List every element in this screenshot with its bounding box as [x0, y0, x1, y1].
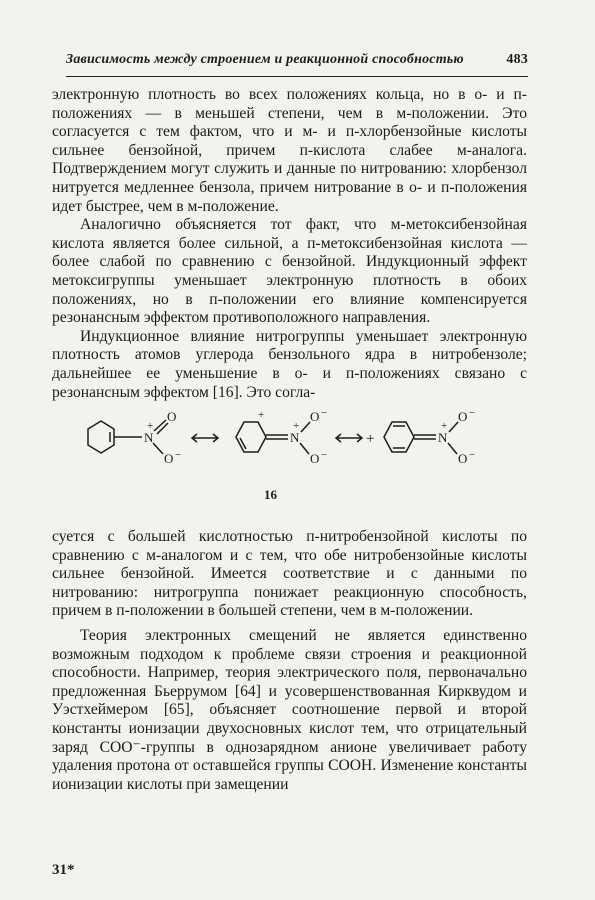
bond-n-o-3b: [448, 443, 457, 454]
header-title: Зависимость между строением и реакционной способностью: [66, 52, 464, 67]
bond-n-o-single-1: [153, 443, 163, 454]
charge-plus-3: +: [441, 420, 448, 433]
bond-n-o-3a: [449, 422, 458, 432]
benzene-ring-2: [236, 422, 266, 452]
bond-n-o-2a: [301, 422, 310, 432]
bond-n-o-2b: [300, 443, 309, 454]
charge-minus-3a: −: [469, 408, 476, 420]
atom-o-1b: O: [164, 451, 174, 467]
bond-n-o-double-1b: [157, 423, 168, 434]
atom-o-3a: O: [458, 409, 468, 425]
atom-o-3b: O: [458, 451, 468, 467]
atom-n-3: N: [438, 430, 448, 446]
charge-minus-2a: −: [321, 408, 328, 420]
header-rule: [66, 76, 528, 77]
resonance-structures-figure: [52, 408, 527, 520]
resonance-arrow-1: [192, 434, 218, 442]
charge-plus-ring-2: +: [258, 409, 265, 422]
structure-1: [88, 409, 181, 466]
atom-o-1a: O: [167, 409, 177, 425]
running-header: [66, 52, 528, 68]
page-body: [52, 86, 527, 794]
resonance-arrow-2: [336, 434, 362, 442]
charge-plus-2: +: [293, 420, 300, 433]
structure-3: [366, 408, 475, 466]
charge-minus-1: −: [175, 449, 182, 462]
charge-plus-1: +: [147, 420, 154, 433]
page-number: 483: [506, 52, 528, 67]
charge-minus-3b: −: [469, 449, 476, 462]
atom-n-2: N: [290, 430, 300, 446]
atom-o-2b: O: [310, 451, 320, 467]
atom-o-2a: O: [310, 409, 320, 425]
paragraph-1: электронную плотность во всех положениях кольца, но в о- и п-положениях — в меньшей степени, чем в м-положении. Это согласуется с тем фактом, что и м- и п-хлорбензойные кислоты сильнее бензойной, причем п-кислота слабее м-аналога. Подтверждением могут служить и данные по нитрованию: хлорбензол нитруется медленнее бензола, причем нитрование в о- и п-положения идет быстрее, чем в м-положение.: [52, 86, 527, 215]
paragraph-2: Аналогично объясняется тот факт, что м-метоксибензойная кислота является более сильной, а п-метоксибензойная кислота — более слабой по сравнению с бензойной. Индукционный эффект метоксигруппы уменьшает электронную плотность в обоих положениях, но в п-положении его влияние компенсируется резонансным эффектом противоположного направления.: [52, 216, 527, 327]
structure-label: 16: [264, 487, 277, 503]
charge-plus-ring-3: +: [366, 431, 375, 448]
structure-2: [236, 408, 327, 466]
paragraph-4: Теория электронных смещений не является единственно возможным подходом к проблеме связи строения и реакционной способности. Например, теория электрического поля, первоначально предложенная Бьеррумом [64] и усовершенствованная Кирквудом и Уэстхеймером [65], объясняет соотношение первой и второй константы ионизации двухосновных кислот тем, что отрицательный заряд СОО⁻-группы в однозарядном анионе увеличивает работу удаления протона от оставшейся группы СООН. Изменение константы ионизации кислоты при замещении: [52, 627, 527, 793]
bond-n-o-double-1a: [154, 420, 166, 431]
resonance-diagram: [52, 408, 527, 508]
paragraph-3-continued: суется с большей кислотностью п-нитробензойной кислоты по сравнению с м-аналогом и с тем, что обе нитробензойные кислоты сильнее бензойной. Имеется соответствие и с данными по нитрованию: нитрогруппа понижает реакционную способность, причем в п-положении в большей степени, чем в м-положении.: [52, 528, 527, 620]
charge-minus-2b: −: [321, 449, 328, 462]
paragraph-3-start: Индукционное влияние нитрогруппы уменьшает электронную плотность атомов углерода бензольного ядра в нитробензоле; дальнейшее ее уменьшение в о- и п-положениях связано с резонансным эффектом [16]. Это согла-: [52, 327, 527, 401]
atom-n-1: N: [144, 430, 154, 446]
signature-mark: 31*: [52, 862, 75, 878]
